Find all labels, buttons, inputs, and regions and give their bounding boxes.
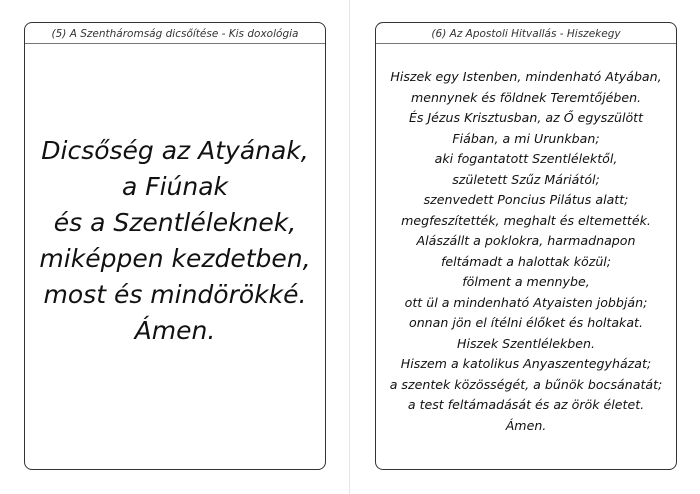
creed-line: aki fogantatott Szentlélektől, [434, 151, 618, 166]
creed-line: feltámadt a halottak közül; [440, 253, 612, 269]
page-divider [349, 0, 350, 494]
creed-line: Fiában, a mi Urunkban; [452, 130, 600, 146]
creed-line: fölment a mennybe, [462, 274, 590, 289]
creed-line: Hiszek Szentlélekben. [457, 335, 595, 351]
doxology-line: és a Szentléleknek, [53, 208, 297, 237]
creed-line: szenvedett Poncius Pilátus alatt; [423, 192, 629, 207]
creed-line: Alászállt a poklokra, harmadnapon [416, 233, 636, 248]
creed-line: a test feltámadását és az örök életet. [407, 397, 645, 412]
creed-line: Ámen. [505, 417, 547, 433]
creed-line: Hiszem a katolikus Anyaszentegyházat; [400, 356, 652, 371]
creed-card-header: (6) Az Apostoli Hitvallás - Hiszekegy [431, 28, 621, 40]
creed-line: ott ül a mindenható Atyaisten jobbján; [404, 294, 648, 310]
doxology-line: most és mindörökké. [43, 280, 307, 309]
creed-line: megfeszítették, meghalt és eltemették. [401, 212, 651, 228]
doxology-card [24, 22, 326, 470]
creed-text [376, 67, 676, 436]
doxology-card-header: (5) A Szentháromság dicsőítése - Kis doxológia [51, 28, 299, 40]
creed-line: mennynek és földnek Teremtőjében. [410, 89, 642, 105]
creed-line: És Jézus Krisztusban, az Ő egyszülött [408, 110, 644, 125]
doxology-line: miképpen kezdetben, [39, 244, 311, 273]
creed-card [375, 22, 677, 470]
doxology-line: Ámen. [134, 316, 216, 345]
doxology-line: Dicsőség az Atyának, [41, 136, 309, 165]
doxology-line: a Fiúnak [121, 172, 229, 201]
creed-line: a szentek közösségét, a bűnök bocsánatát; [389, 376, 663, 392]
creed-line: született Szűz Máriától; [452, 171, 600, 187]
header-divider [376, 43, 676, 44]
doxology-text [25, 133, 325, 349]
creed-line: Hiszek egy Istenben, mindenható Atyában, [390, 69, 662, 84]
header-divider [25, 43, 325, 44]
creed-line: onnan jön el ítélni élőket és holtakat. [408, 315, 644, 330]
